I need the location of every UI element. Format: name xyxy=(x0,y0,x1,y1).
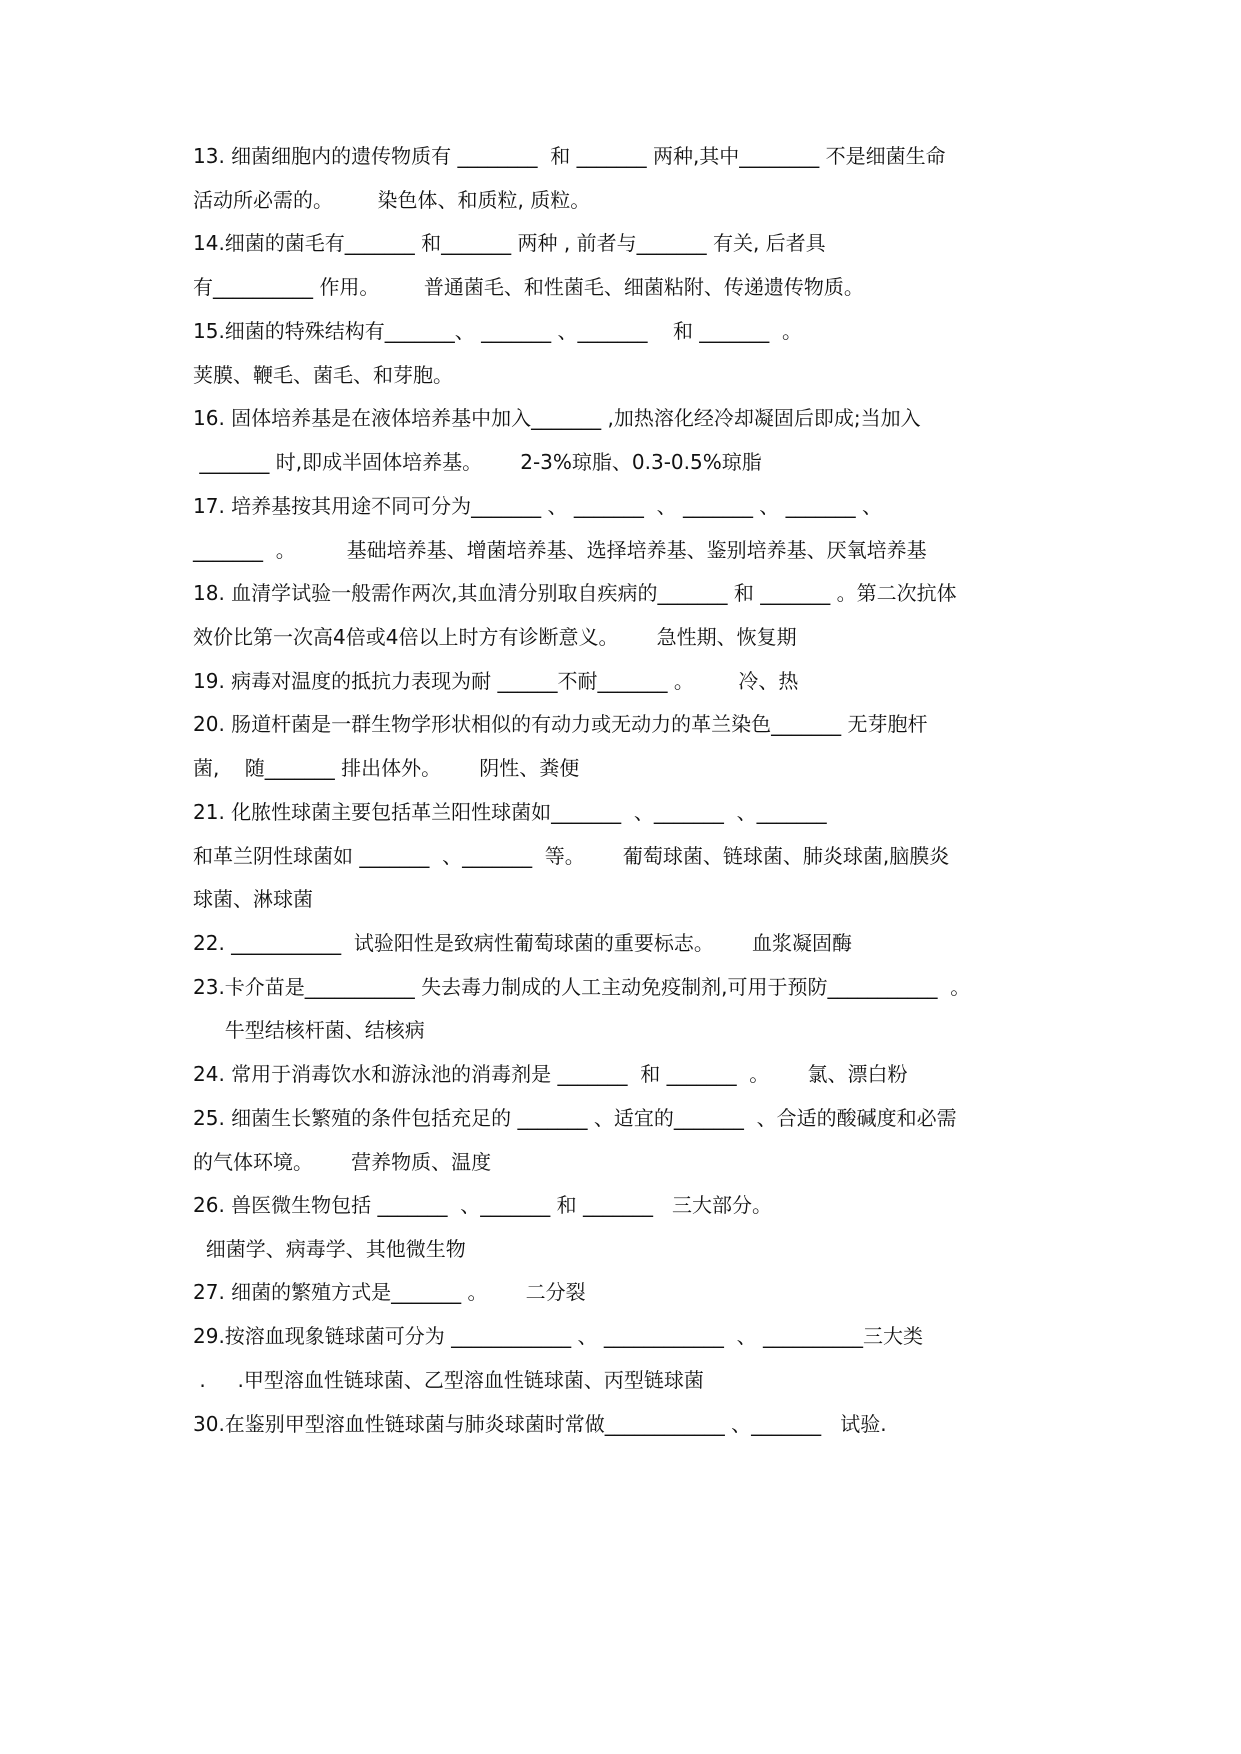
text-line: 22. ___________ 试验阳性是致病性葡萄球菌的重要标志。 血浆凝固酶 xyxy=(193,931,853,955)
text-line: 26. 兽医微生物包括 _______ 、_______ 和 _______ 三大部分。 xyxy=(193,1193,773,1217)
text-line: 效价比第一次高4倍或4倍以上时方有诊断意义。 急性期、恢复期 xyxy=(193,625,797,649)
text-line: 30.在鉴别甲型溶血性链球菌与肺炎球菌时常做____________ 、_______ 试验. xyxy=(193,1412,887,1436)
text-line: 菌, 随_______ 排出体外。 阴性、粪便 xyxy=(193,756,580,780)
text-line: 18. 血清学试验一般需作两次,其血清分别取自疾病的_______ 和 _______ 。第二次抗体 xyxy=(193,581,957,605)
text-line: 27. 细菌的繁殖方式是_______ 。 二分裂 xyxy=(193,1280,586,1304)
text-line: _______ 。 基础培养基、增菌培养基、选择培养基、鉴别培养基、厌氧培养基 xyxy=(193,538,927,562)
text-line: 15.细菌的特殊结构有_______、 _______ 、_______ 和 _______ 。 xyxy=(193,319,803,343)
text-line: 荚膜、鞭毛、菌毛、和芽胞。 xyxy=(193,363,453,387)
text-line: 和革兰阴性球菌如 _______ 、_______ 等。 葡萄球菌、链球菌、肺炎球菌,脑膜炎 xyxy=(193,844,950,868)
text-line: _______ 时,即成半固体培养基。 2-3%琼脂、0.3-0.5%琼脂 xyxy=(193,450,762,474)
text-line: 13. 细菌细胞内的遗传物质有 ________ 和 _______ 两种,其中________ 不是细菌生命 xyxy=(193,144,946,168)
text-line: 23.卡介苗是___________ 失去毒力制成的人工主动免疫制剂,可用于预防___________ 。 xyxy=(193,975,971,999)
text-line: 的气体环境。 营养物质、温度 xyxy=(193,1150,492,1174)
text-line: 球菌、淋球菌 xyxy=(193,887,313,911)
text-line: 20. 肠道杆菌是一群生物学形状相似的有动力或无动力的革兰染色_______ 无芽胞杆 xyxy=(193,712,928,736)
text-line: . .甲型溶血性链球菌、乙型溶血性链球菌、丙型链球菌 xyxy=(193,1368,704,1392)
text-line: 19. 病毒对温度的抵抗力表现为耐 ______不耐_______ 。 冷、热 xyxy=(193,669,799,693)
text-line: 21. 化脓性球菌主要包括革兰阳性球菌如_______ 、_______ 、_______ xyxy=(193,800,827,824)
text-line: 24. 常用于消毒饮水和游泳池的消毒剂是 _______ 和 _______ 。 氯、漂白粉 xyxy=(193,1062,908,1086)
text-line: 14.细菌的菌毛有_______ 和_______ 两种 , 前者与_______ 有关, 后者具 xyxy=(193,231,826,255)
text-line: 有__________ 作用。 普通菌毛、和性菌毛、细菌粘附、传递遗传物质。 xyxy=(193,275,864,299)
text-line: 17. 培养基按其用途不同可分为_______ 、 _______ 、 _______ 、 _______ 、 xyxy=(193,494,883,518)
text-line: 25. 细菌生长繁殖的条件包括充足的 _______ 、适宜的_______ 、合适的酸碱度和必需 xyxy=(193,1106,957,1130)
text-line: 牛型结核杆菌、结核病 xyxy=(193,1018,425,1042)
text-line: 活动所必需的。 染色体、和质粒, 质粒。 xyxy=(193,188,591,212)
text-line: 29.按溶血现象链球菌可分为 ____________ 、 ____________ 、 __________三大类 xyxy=(193,1324,923,1348)
text-line: 细菌学、病毒学、其他微生物 xyxy=(193,1237,466,1261)
text-line: 16. 固体培养基是在液体培养基中加入_______ ,加热溶化经冷却凝固后即成;当加入 xyxy=(193,406,921,430)
